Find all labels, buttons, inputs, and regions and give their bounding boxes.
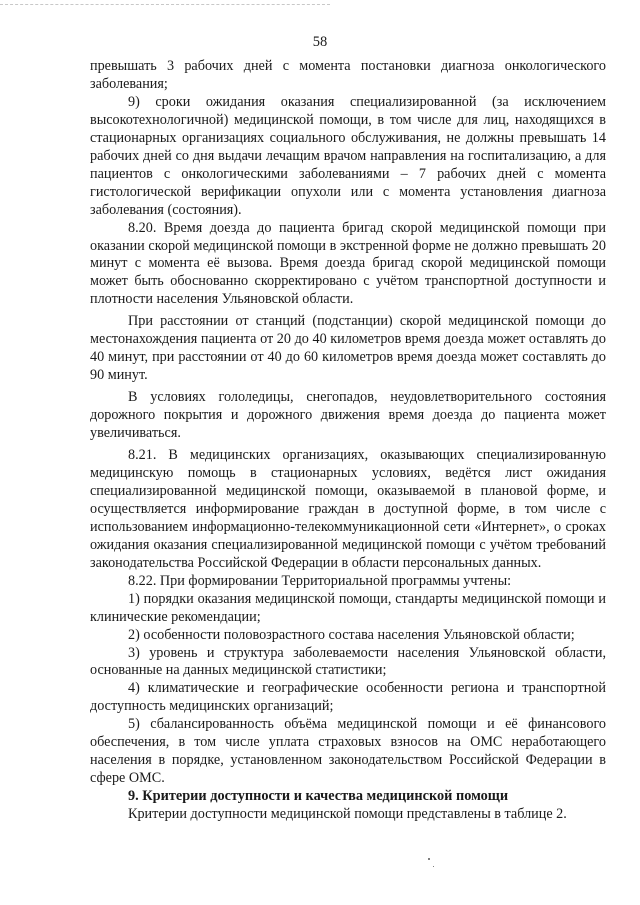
document-body bbox=[90, 58, 606, 824]
paragraph-8-20: 8.20. Время доезда до пациента бригад скорой медицинской помощи при оказании скорой медицинской помощи в экстренной форме не должно превышать 20 минут с момента её вызова. Время доезда бригад скорой медицинской помощи может быть обоснованно скорректировано с учётом транспортной доступности и плотности населения Ульяновской области. bbox=[90, 219, 606, 308]
list-item-3: 3) уровень и структура заболеваемости населения Ульяновской области, основанные на данных медицинской статистики; bbox=[90, 644, 606, 679]
scan-speck bbox=[428, 858, 430, 860]
closing-paragraph: Критерии доступности медицинской помощи представлены в таблице 2. bbox=[128, 806, 567, 823]
paragraph-8-21: 8.21. В медицинских организациях, оказывающих специализированную медицинскую помощь в стационарных условиях, ведётся лист ожидания специализированной медицинской помощи, оказываемой в плановой форме, и осуществляется информирование граждан в доступной форме, в том числе с использованием информационно-телекоммуникационной сети «Интернет», о сроках ожидания оказания специализированной медицинской помощи с учётом требований законодательства Российской Федерации в области персональных данных. bbox=[90, 447, 606, 571]
paragraph-8-22: 8.22. При формировании Территориальной программы учтены: bbox=[128, 572, 512, 589]
section-heading: 9. Критерии доступности и качества медицинской помощи bbox=[128, 788, 509, 805]
list-item-2: 2) особенности половозрастного состава населения Ульяновской области; bbox=[128, 626, 575, 643]
list-item-5: 5) сбалансированность объёма медицинской помощи и её финансового обеспечения, в том числе уплата страховых взносов на ОМС неработающего населения в порядке, установленном законодательством Российской Федерации в сфере ОМС. bbox=[90, 716, 606, 787]
paragraph-weather-conditions: В условиях гололедицы, снегопадов, неудовлетворительного состояния дорожного покрытия и дорожного движения время доезда до пациента может увеличиваться. bbox=[90, 389, 606, 442]
paragraph-item-9: 9) сроки ожидания оказания специализированной (за исключением высокотехнологичной) медицинской помощи, в том числе для лиц, находящихся в стационарных организациях социального обслуживания, не должны превышать 14 рабочих дней со дня выдачи лечащим врачом направления на госпитализацию, а для пациентов с онкологическими заболеваниями – 7 рабочих дней с момента гистологической верификации опухоли или с момента установления диагноза заболевания (состояния). bbox=[90, 93, 606, 218]
list-item-4: 4) климатические и географические особенности региона и транспортной доступность медицинских организаций; bbox=[90, 680, 606, 715]
scan-speck bbox=[433, 866, 434, 867]
page-number: 58 bbox=[312, 34, 328, 50]
list-item-1: 1) порядки оказания медицинской помощи, стандарты медицинской помощи и клинические рекомендации; bbox=[90, 590, 606, 625]
scan-edge-line bbox=[0, 4, 330, 5]
paragraph-distance-rule: При расстоянии от станций (подстанции) скорой медицинской помощи до местонахождения пациента от 20 до 40 километров время доезда может оставлять до 40 минут, при расстоянии от 40 до 60 километров время доезда может составлять до 90 минут. bbox=[90, 313, 606, 384]
paragraph-continuation: превышать 3 рабочих дней с момента постановки диагноза онкологического заболевания; bbox=[90, 58, 606, 92]
